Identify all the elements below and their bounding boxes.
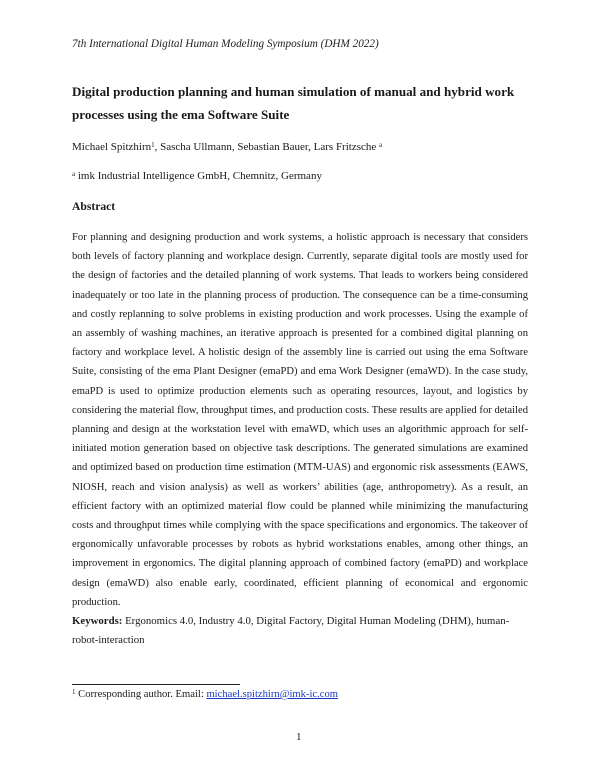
conference-header: 7th International Digital Human Modeling Symposium (DHM 2022) xyxy=(72,38,379,50)
affiliation-marker: a xyxy=(379,141,383,149)
abstract-heading: Abstract xyxy=(72,200,116,213)
footnote-mark: 1 xyxy=(72,688,76,696)
keywords xyxy=(72,612,528,650)
footnote-divider xyxy=(72,684,240,685)
email-link[interactable]: michael.spitzhirn@imk-ic.com xyxy=(206,689,338,700)
affiliation xyxy=(72,170,322,182)
keywords-label: Keywords: xyxy=(72,615,123,627)
author-first: Michael Spitzhirn xyxy=(72,141,152,153)
affiliation-text: imk Industrial Intelligence GmbH, Chemnitz, Germany xyxy=(75,170,322,182)
paper-title: Digital production planning and human simulation of manual and hybrid work processes using the ema Software Suite xyxy=(72,84,515,122)
page-number: 1 xyxy=(296,731,302,743)
abstract-body: For planning and designing production and work systems, a holistic approach is necessary that considers both levels of factory planning and workplace design. Currently, separate digital tools are mostly used for the design of factories and the detailed planning of work systems. That leads to workers being considered inadequately or too late in the planning process of production. The consequence can be a time-consuming and costly replanning to solve problems in existing production and work processes. Using the example of an assembly of washing machines, an iterative approach is presented for a combined digital planning on factory and workplace level. A holistic design of the assembly line is carried out using the ema Software Suite, consisting of the ema Plant Designer (emaPD) and ema Work Designer (emaWD). In the case study, emaPD is used to optimize production elements such as operating resources, layout, and logistics by considering the material flow, throughput times, and production costs. These results are applied for detailed planning and design at the workstation level with emaWD, which uses an algorithmic approach for self-initiated motion generation based on objective task descriptions. The generated simulations are examined and optimized based on production time estimation (MTM-UAS) and ergonomic risk assessments (EAWS, NIOSH, reach and vision analysis) as well as workers’ abilities (age, anthropometry). As a result, an efficient factory with an optimized material flow could be planned while minimizing the manufacturing costs and throughput times while complying with the space specifications and ergonomics. The takeover of ergonomically unfavorable processes by robots as hybrid workstations enables, among other things, an improvement in ergonomics. The digital planning approach of combined factory (emaPD) and workplace design (emaWD) also enable early, coordinated, efficient planning of economical and ergonomic production. xyxy=(72,232,528,608)
author-list xyxy=(72,141,382,153)
affiliation-mark: a xyxy=(72,170,76,178)
footnote-text: Corresponding author. Email: xyxy=(75,689,207,700)
author-others: , Sascha Ullmann, Sebastian Bauer, Lars Fritzsche xyxy=(154,141,380,153)
footnote xyxy=(72,689,338,700)
keywords-list: Ergonomics 4.0, Industry 4.0, Digital Factory, Digital Human Modeling (DHM), human-robot-interaction xyxy=(72,615,510,647)
footnote-marker[interactable]: 1 xyxy=(151,141,155,149)
